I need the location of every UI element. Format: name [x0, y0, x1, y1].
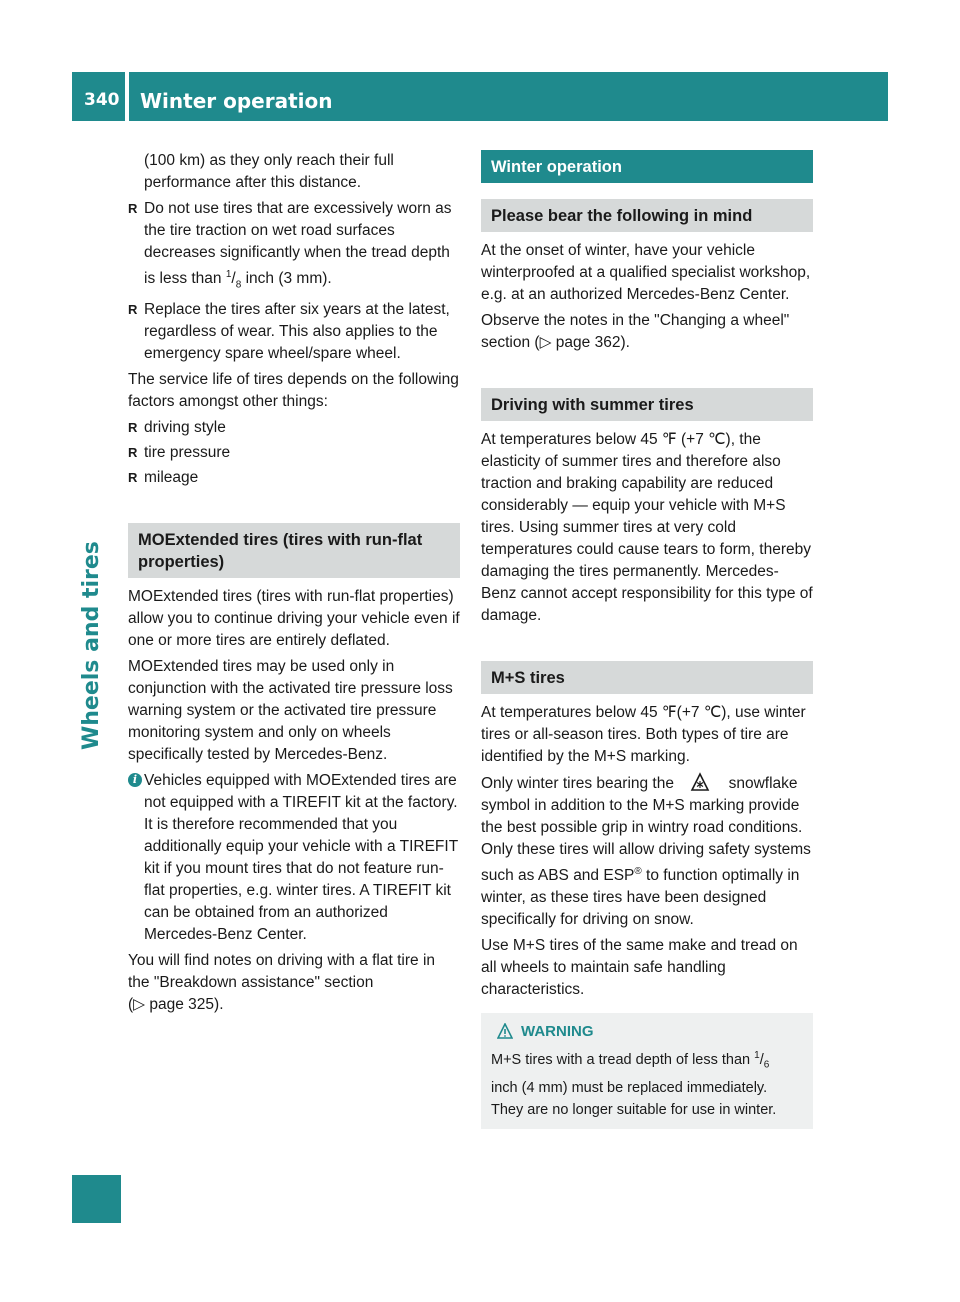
list-item: R Replace the tires after six years at the latest, regardless of wear. This also applies to the emergency spare wheel/spare wheel. — [128, 299, 460, 365]
summer-tires-heading: Driving with summer tires — [481, 388, 813, 421]
list-item: R tire pressure — [128, 442, 460, 464]
page-reference-link[interactable]: (▷ page 325). — [128, 996, 224, 1014]
winterproof-text: At the onset of winter, have your vehicle winterproofed at a qualified specialist workshop, e.g. at an authorized Mercedes-Benz Center. — [481, 242, 811, 303]
ms-tires-heading: M+S tires — [481, 661, 813, 694]
bear-in-mind-heading: Please bear the following in mind — [481, 199, 813, 232]
page-title: Winter operation — [140, 89, 333, 113]
snowflake-mountain-icon — [690, 772, 710, 792]
page-number: 340 — [84, 90, 120, 110]
header-divider — [125, 72, 129, 121]
list-item: R mileage — [128, 467, 460, 489]
service-life-text: The service life of tires depends on the following factors amongst other things: — [128, 371, 459, 411]
info-icon: i — [128, 773, 142, 787]
right-column — [481, 150, 813, 1129]
ms-tires-para-1: At temperatures below 45 ℉(+7 ℃), use winter tires or all-season tires. Both types of tire are identified by the M+S marking. — [481, 704, 806, 765]
left-column — [128, 150, 460, 1020]
changing-wheel-reference[interactable]: Observe the notes in the "Changing a wheel" section (▷ page 362). — [481, 312, 790, 351]
moextended-para-2: MOExtended tires may be used only in conjunction with the activated tire pressure loss warning system or the activated tire pressure monitoring system and only on wheels specifically tested by Mercedes-Benz. — [128, 658, 453, 764]
winter-operation-heading: Winter operation — [481, 150, 813, 183]
warning-text: M+S tires with a tread depth of less than $^1/_6$ inch (4 mm) must be replaced immediately. They are no longer suitable for use in winter. — [491, 1050, 777, 1118]
warning-title: WARNING — [491, 1021, 803, 1043]
factor-list — [128, 417, 460, 489]
moextended-para-1: MOExtended tires (tires with run-flat properties) allow you to continue driving your vehicle even if one or more tires are entirely deflated. — [128, 588, 460, 650]
intro-continuation: (100 km) as they only reach their full performance after this distance. — [144, 152, 394, 191]
list-item: R driving style — [128, 417, 460, 439]
ms-tires-para-3: Use M+S tires of the same make and tread on all wheels to maintain safe handling characteristics. — [481, 937, 798, 999]
summer-tires-text: At temperatures below 45 ℉ (+7 ℃), the elasticity of summer tires and therefore also traction and braking capability are reduced considerably — equip your vehicle with M+S tires. Using summer tires at very cold temperatures could cause tears to form, thereby damaging the tires permanently. Mercedes-Benz cannot accept responsibility for this type of damage. — [481, 431, 813, 624]
tire-warning-list — [128, 198, 460, 365]
side-tab-block — [72, 1175, 121, 1223]
flat-tire-note: You will find notes on driving with a flat tire in the "Breakdown assistance" section (▷ page 325). — [128, 952, 436, 1014]
moextended-heading: MOExtended tires (tires with run-flat properties) — [128, 523, 460, 578]
warning-triangle-icon — [497, 1023, 513, 1039]
warning-box — [481, 1013, 813, 1129]
info-note: i Vehicles equipped with MOExtended tires are not equipped with a TIREFIT kit at the factory. It is therefore recommended that you additionally equip your vehicle with a TIREFIT kit if you mount tires that do not feature run-flat properties, e.g. winter tires. A TIREFIT kit can be obtained from an authorized Mercedes-Benz Center. — [128, 770, 460, 946]
side-tab-label: Wheels and tires — [79, 541, 104, 750]
ms-tires-para-2: Only winter tires bearing the snowflake symbol in addition to the M+S marking provide the best possible grip in wintry road conditions. Only these tires will allow driving safety systems such as ABS and ESP® to function optimally in winter, as these tires have been designed specifically for driving on snow. — [481, 772, 813, 931]
list-item: R Do not use tires that are excessively worn as the tire traction on wet road surfaces decreases significantly when the tread depth is less than $^1/_8$ inch (3 mm). — [128, 198, 460, 296]
